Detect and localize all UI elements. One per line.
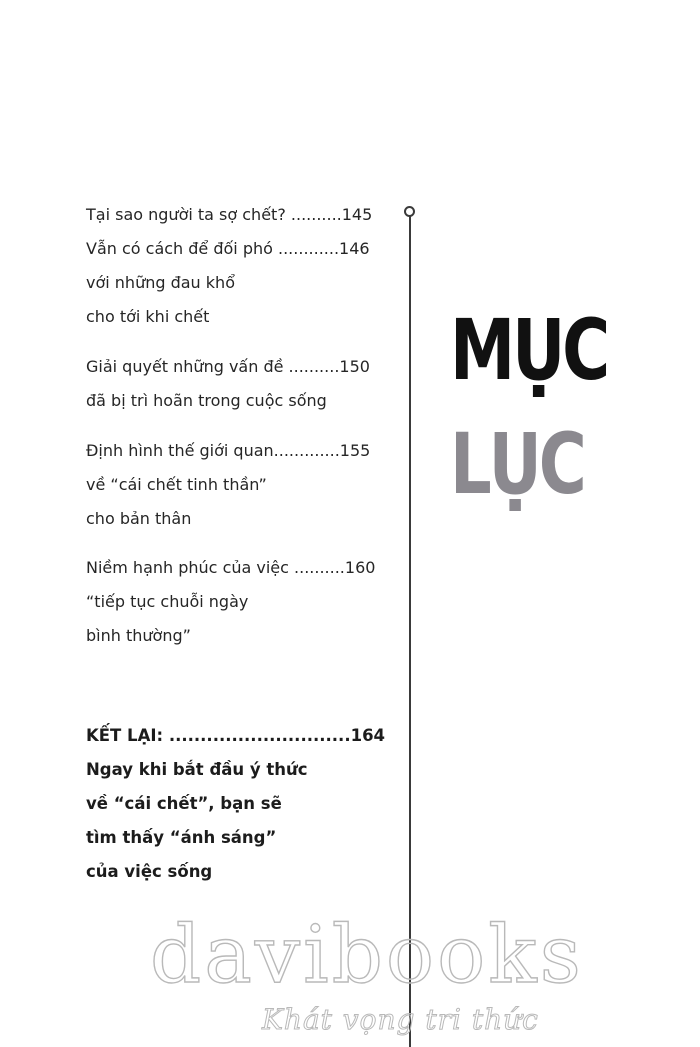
toc-line: Vẫn có cách để đối phó ............146	[86, 239, 370, 258]
toc-entry	[86, 434, 386, 536]
page-title-line1: MỤC	[450, 301, 608, 399]
toc-entry	[86, 198, 386, 232]
toc-line: đã bị trì hoãn trong cuộc sống	[86, 391, 327, 410]
toc-line: về “cái chết”, bạn sẽ	[86, 794, 282, 813]
toc-entry-conclusion	[86, 719, 386, 889]
toc-line: Định hình thế giới quan.............155	[86, 441, 371, 460]
toc-line: “tiếp tục chuỗi ngày	[86, 592, 249, 611]
toc-line: tìm thấy “ánh sáng”	[86, 828, 277, 847]
divider-dot	[404, 206, 415, 217]
watermark-brand: davibooks	[150, 908, 584, 1001]
toc-entry	[86, 551, 386, 653]
toc-line: với những đau khổ	[86, 273, 235, 292]
toc-line: bình thường”	[86, 626, 191, 645]
toc-line: KẾT LẠI: .............................164	[86, 726, 386, 745]
toc-line: Giải quyết những vấn đề ..........150	[86, 357, 370, 376]
toc-line: của việc sống	[86, 862, 213, 881]
toc-entry	[86, 232, 386, 334]
watermark-slogan: Khát vọng tri thức	[262, 1003, 539, 1036]
toc-line: về “cái chết tinh thần”	[86, 475, 267, 494]
page-title-line2: LỤC	[450, 415, 584, 513]
toc-line: Tại sao người ta sợ chết? ..........145	[86, 205, 373, 224]
toc-line: Niềm hạnh phúc của việc ..........160	[86, 558, 376, 577]
toc-line: cho bản thân	[86, 509, 192, 528]
toc-line: cho tới khi chết	[86, 307, 210, 326]
toc-entry	[86, 350, 386, 418]
toc-line: Ngay khi bắt đầu ý thức	[86, 760, 308, 779]
